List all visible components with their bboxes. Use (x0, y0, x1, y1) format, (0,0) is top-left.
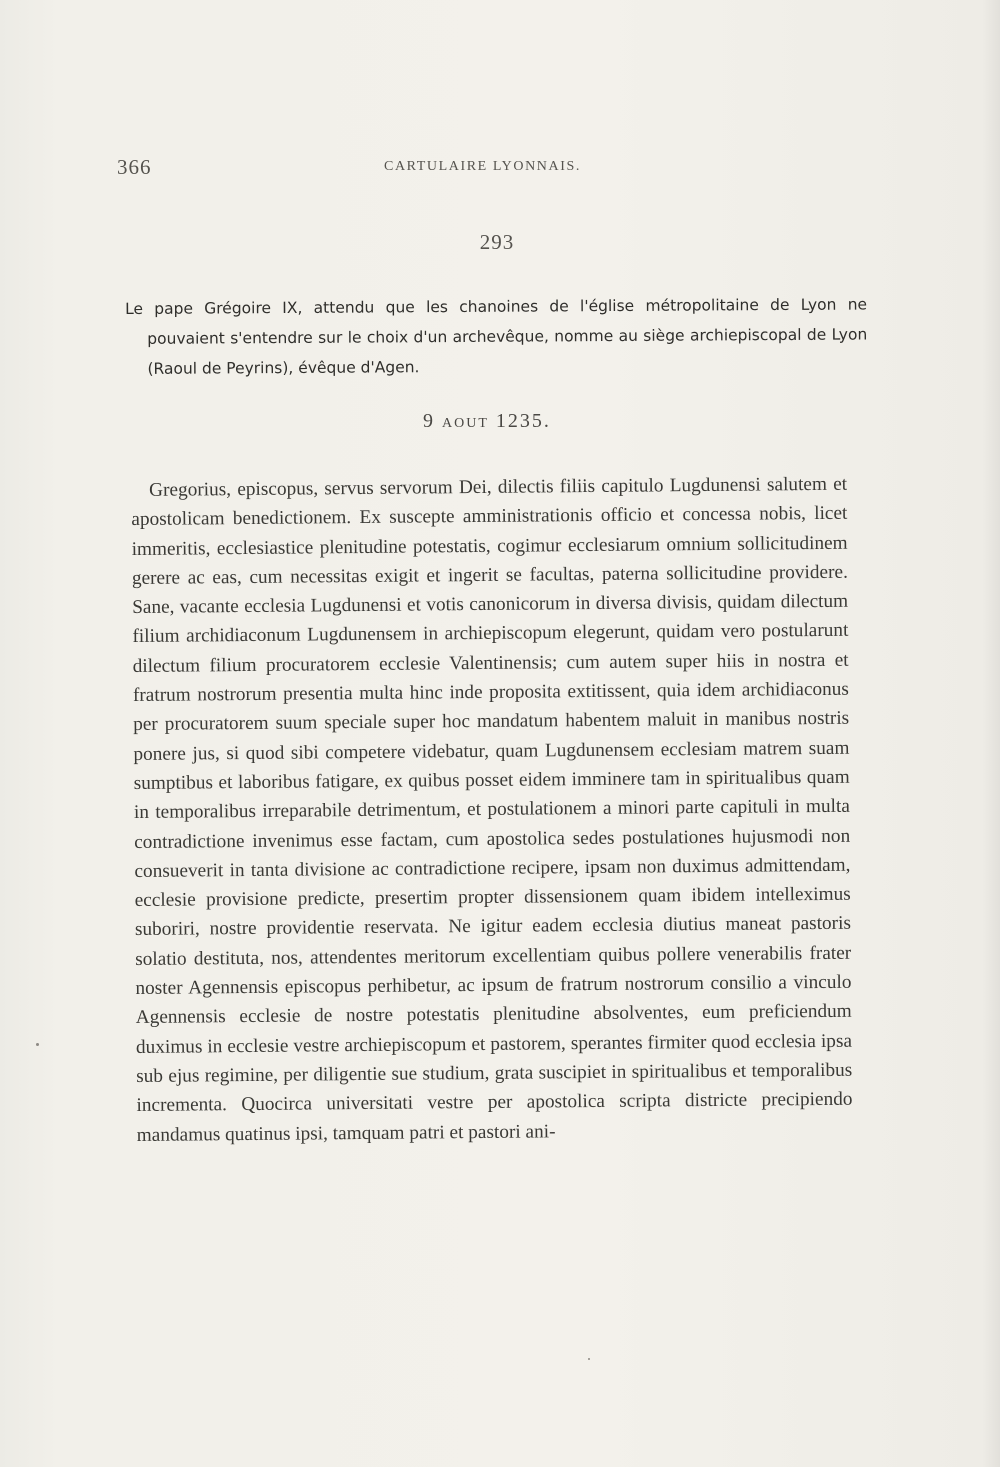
charter-date: 9 aout 1235. (423, 410, 551, 432)
charter-text: Gregorius, episcopus, servus servorum Dei, dilectis filiis capitulo Lugdunensi salutem et apostolicam benedictionem. Ex suscepte amministrationis officio et concessa nobis, licet immeritis, ecclesiastice plenitudine potestatis, cogimur ecclesiarum omnium sollicitudinem gerere ac eas, cum necessitas exigit et ingerit se facultas, paterna sollicitudine providere. Sane, vacante ecclesia Lugdunensi et votis canonicorum in diversa divisis, quidam dilectum filium archidiaconum Lugdunensem in archiepiscopum elegerunt, quidam vero postularunt dilectum filium procuratorem ecclesie Valentinensis; cum autem super hiis in nostra et fratrum nostrorum presentia multa hinc inde proposita extitissent, quia idem archidiaconus per procuratorem suum speciale super hoc mandatum habentem maluit in manibus nostris ponere jus, si quod sibi competere videbatur, quam Lugdunensem ecclesiam matrem suam sumptibus et laboribus fatigare, ex quibus posset eidem imminere tam in spiritualibus quam in temporalibus irreparabile detrimentum, et postulationem a minori parte capituli in multa contradictione invenimus esse factam, cum apostolica sedes postulationes hujusmodi non consueverit in tanta divisione ac contradictione recipere, ipsam non duximus admittendam, ecclesie provisione predicte, presertim propter dissensionem quam ibidem intelleximus suboriri, nostre providentie reservata. Ne igitur eadem ecclesia diutius maneat pastoris solatio destituta, nos, attendentes meritorum excellentiam quibus pollere venerabilis frater noster Agennensis episcopus perhibetur, ac ipsum de fratrum nostrorum consilio a vinculo Agennensis ecclesie de nostre potestatis plenitudine absolventes, eum preficiendum duximus in ecclesie vestre archiepiscopum et pastorem, sperantes firmiter quod ecclesia ipsa sub ejus regimine, per diligentie sue studium, grata suscipiet in spiritualibus et temporalibus incrementa. Quocirca universitati vestre per apostolica scripta districte precipiendo mandamus quatinus ipsi, tamquam patri et pastori ani- (131, 473, 853, 1146)
charter-summary: Le pape Grégoire IX, attendu que les chanoines de l'église métropolitaine de Lyon ne pouvaient s'entendre sur le choix d'un archevêque, nomme au siège archiepiscopal de Lyon (Raoul de Peyrins), évêque d'Agen. (125, 295, 868, 378)
charter-number: 293 (479, 230, 515, 254)
page-number: 366 (117, 155, 152, 179)
running-title: CARTULAIRE LYONNAIS. (384, 159, 581, 174)
page-edge-shadow (982, 0, 1000, 1467)
running-head (117, 155, 887, 179)
paper-speck (588, 1358, 590, 1360)
paper-speck (36, 1043, 39, 1046)
